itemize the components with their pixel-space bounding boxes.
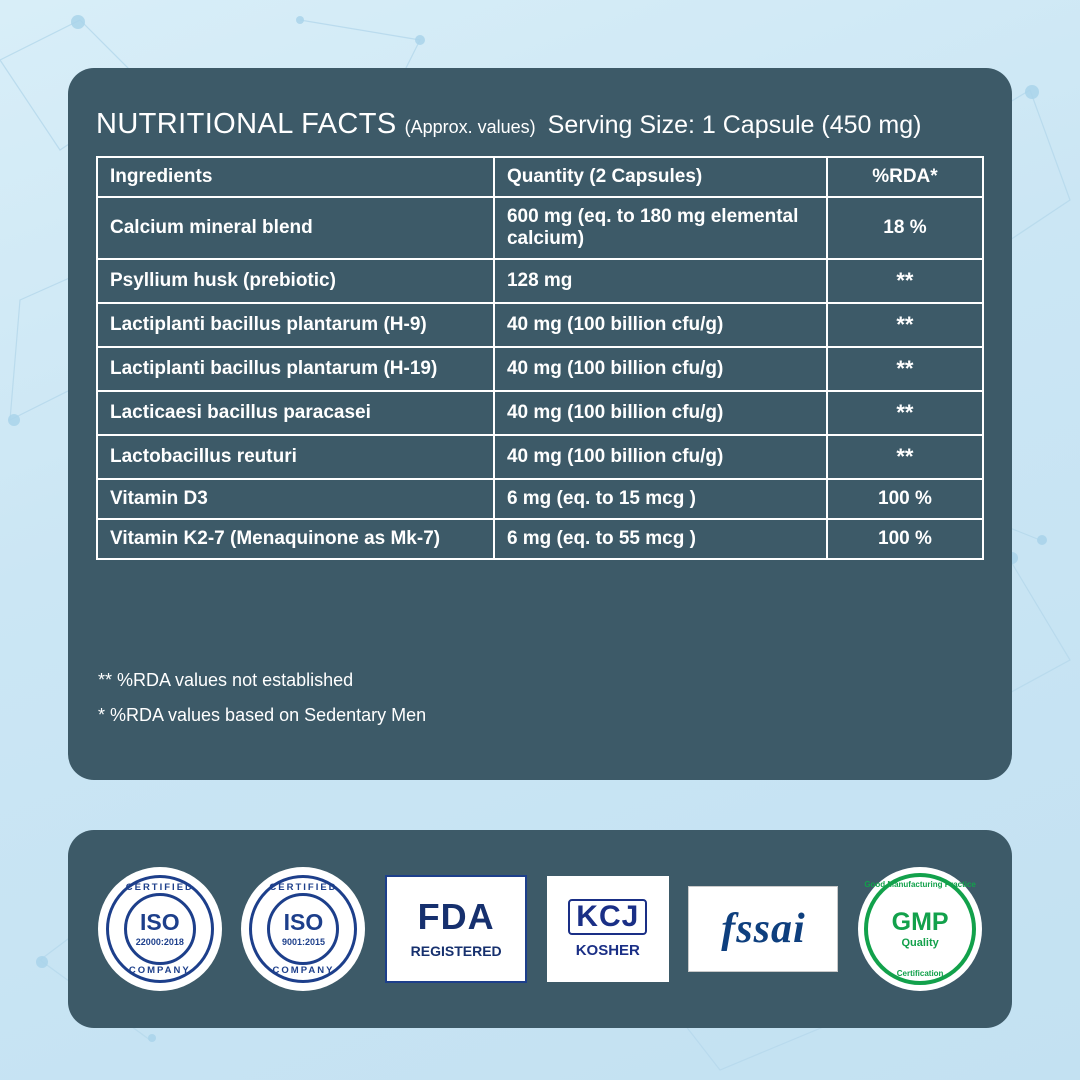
cell-ingredient: Lactiplanti bacillus plantarum (H-19) <box>97 347 494 391</box>
cell-rda: ** <box>827 259 983 303</box>
cell-rda: ** <box>827 435 983 479</box>
iso-22000-badge <box>98 867 222 991</box>
nutritional-facts-panel <box>68 68 1012 780</box>
cell-quantity: 128 mg <box>494 259 827 303</box>
panel-header <box>96 108 992 141</box>
table-row <box>97 197 983 259</box>
table-row <box>97 479 983 519</box>
cell-ingredient: Lacticaesi bacillus paracasei <box>97 391 494 435</box>
iso-arc-bottom-label: COMPANY <box>128 965 191 976</box>
footnote-rda-not-established: ** %RDA values not established <box>98 670 354 690</box>
kcj-mark-label: KCJ <box>568 899 647 935</box>
cell-quantity: 6 mg (eq. to 55 mcg ) <box>494 519 827 559</box>
column-header-quantity: Quantity (2 Capsules) <box>494 157 827 197</box>
column-header-ingredients: Ingredients <box>97 157 494 197</box>
table-row <box>97 435 983 479</box>
table-row <box>97 519 983 559</box>
fda-badge <box>385 875 527 983</box>
fda-mark-label: FDA <box>417 896 495 937</box>
table-row <box>97 303 983 347</box>
fssai-badge <box>688 886 838 972</box>
gmp-mark-label: GMP <box>891 907 949 936</box>
serving-size-text: Serving Size: 1 Capsule (450 mg) <box>547 111 922 139</box>
iso-arc-bottom-label: COMPANY <box>272 965 335 976</box>
approx-values-note: (Approx. values) <box>404 117 536 137</box>
cell-rda: ** <box>827 303 983 347</box>
iso-arc-top-label: CERTIFIED <box>125 882 194 893</box>
iso-mark-label: ISO <box>140 909 180 935</box>
cell-quantity: 600 mg (eq. to 180 mg elemental calcium) <box>494 197 827 259</box>
table-row <box>97 259 983 303</box>
iso-mark-label: ISO <box>283 909 324 935</box>
column-header-rda: %RDA* <box>827 157 983 197</box>
nutrition-table <box>96 156 984 560</box>
fssai-mark-label: fssai <box>721 906 806 952</box>
cell-quantity: 40 mg (100 billion cfu/g) <box>494 347 827 391</box>
iso-standard-label: 22000:2018 <box>135 937 184 947</box>
cell-ingredient: Calcium mineral blend <box>97 197 494 259</box>
certifications-panel <box>68 830 1012 1028</box>
cell-quantity: 40 mg (100 billion cfu/g) <box>494 391 827 435</box>
kcj-kosher-badge <box>547 876 669 982</box>
cell-quantity: 40 mg (100 billion cfu/g) <box>494 435 827 479</box>
cell-rda: ** <box>827 391 983 435</box>
cell-ingredient: Lactiplanti bacillus plantarum (H-9) <box>97 303 494 347</box>
cell-ingredient: Vitamin K2-7 (Menaquinone as Mk-7) <box>97 519 494 559</box>
gmp-arc-bottom-label: Certification <box>896 969 944 978</box>
page-title: NUTRITIONAL FACTS <box>96 108 397 140</box>
table-header-row <box>97 157 983 197</box>
fda-sub-label: REGISTERED <box>410 943 502 959</box>
cell-ingredient: Lactobacillus reuturi <box>97 435 494 479</box>
cell-quantity: 6 mg (eq. to 15 mcg ) <box>494 479 827 519</box>
cell-quantity: 40 mg (100 billion cfu/g) <box>494 303 827 347</box>
table-row <box>97 391 983 435</box>
footnotes <box>98 670 426 726</box>
cell-rda: 100 % <box>827 519 983 559</box>
gmp-sub-label: Quality <box>901 936 939 949</box>
cell-rda: ** <box>827 347 983 391</box>
cell-ingredient: Psyllium husk (prebiotic) <box>97 259 494 303</box>
cell-rda: 100 % <box>827 479 983 519</box>
iso-arc-top-label: CERTIFIED <box>269 882 338 893</box>
gmp-badge <box>858 867 982 991</box>
gmp-arc-top-label: Good Manufacturing Practice <box>864 880 976 889</box>
kosher-sub-label: KOSHER <box>575 942 640 959</box>
cell-ingredient: Vitamin D3 <box>97 479 494 519</box>
footnote-rda-basis: * %RDA values based on Sedentary Men <box>98 705 427 725</box>
table-row <box>97 347 983 391</box>
cell-rda: 18 % <box>827 197 983 259</box>
iso-9001-badge <box>241 867 365 991</box>
iso-standard-label: 9001:2015 <box>281 937 325 947</box>
